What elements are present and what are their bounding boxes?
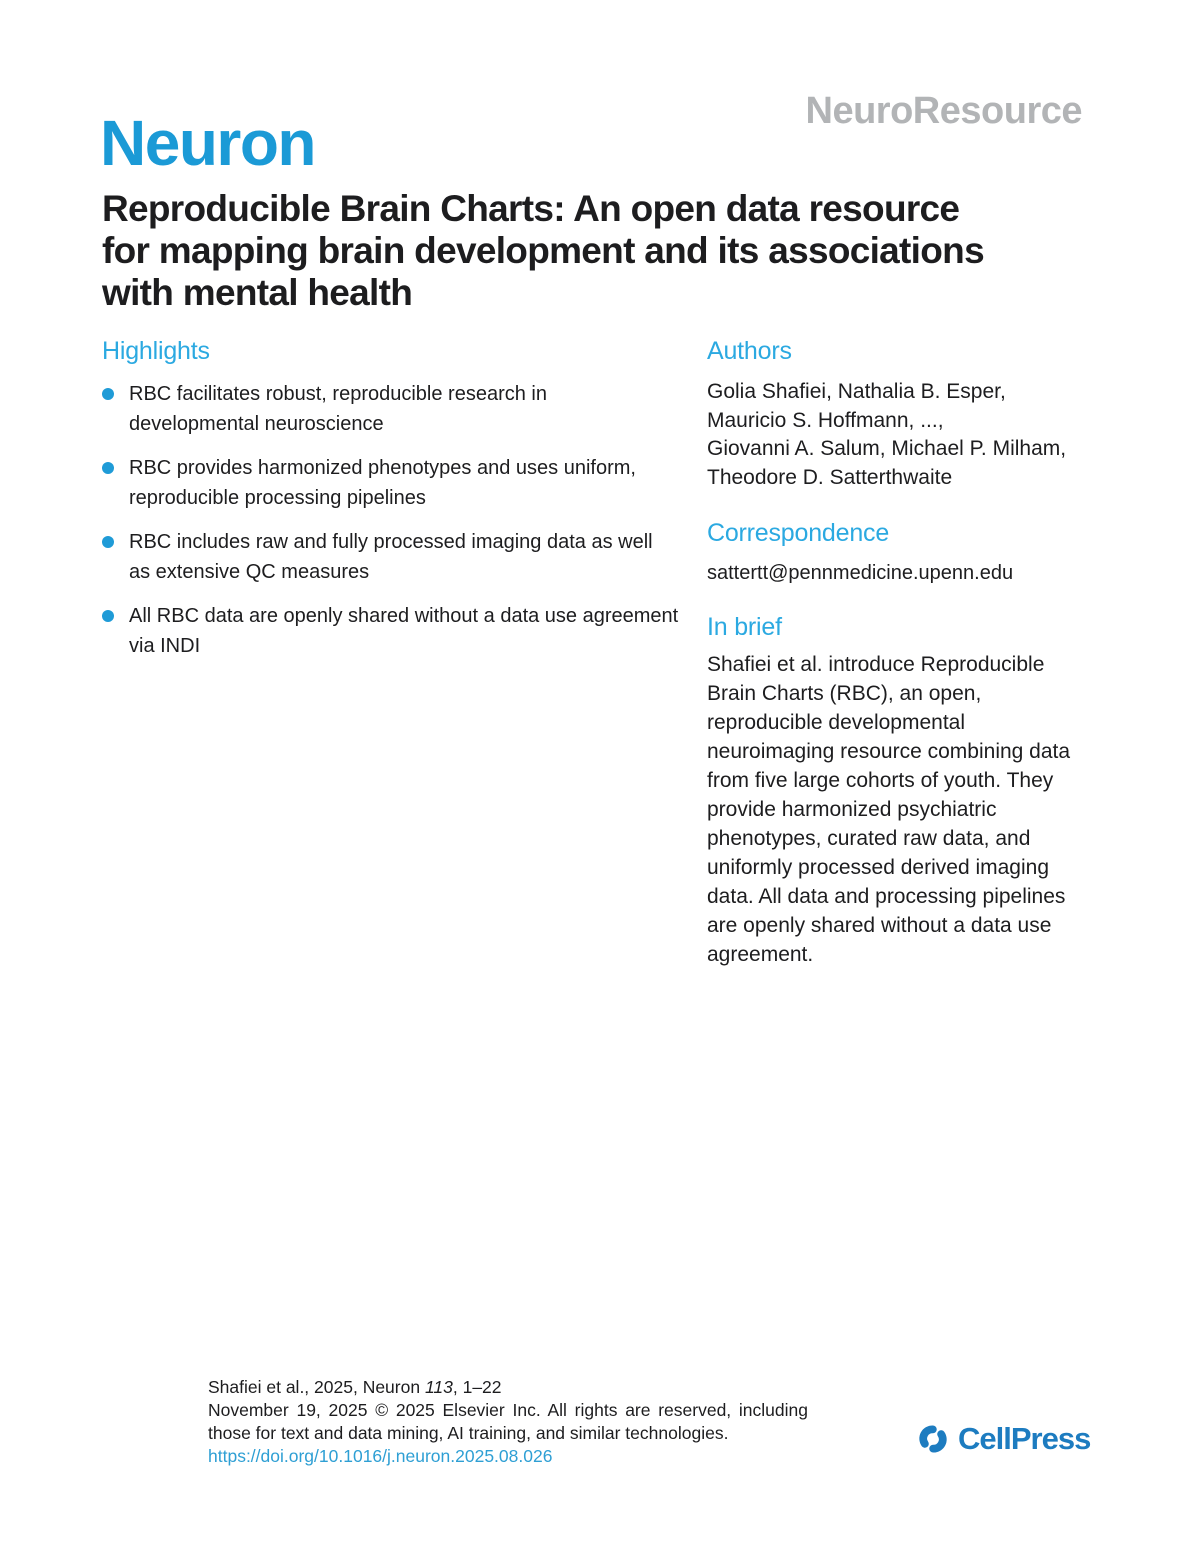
- highlight-text-line: All RBC data are openly shared without a data use agreement: [129, 605, 679, 627]
- citation-block: [208, 1376, 808, 1468]
- citation-pages: , 1–22: [452, 1377, 502, 1397]
- in-brief-text: [707, 650, 1092, 969]
- highlight-text-line: RBC provides harmonized phenotypes and uses uniform,: [129, 457, 636, 479]
- bullet-icon: [102, 536, 114, 548]
- citation-volume: 113: [424, 1377, 453, 1397]
- info-column: [707, 336, 1092, 969]
- correspondence-email: sattertt@pennmedicine.upenn.edu: [707, 562, 1014, 584]
- citation-prefix: Shafiei et al., 2025, Neuron: [208, 1377, 425, 1397]
- highlight-text-line: reproducible processing pipelines: [129, 487, 426, 509]
- article-type-label: NeuroResource: [805, 90, 1082, 132]
- highlight-item: [102, 453, 697, 513]
- cellpress-logo: [916, 1421, 1090, 1457]
- in-brief-line: uniformly processed derived imaging: [707, 856, 1049, 879]
- correspondence-heading: Correspondence: [707, 519, 890, 547]
- author-names: [707, 378, 1092, 492]
- article-title-line: Reproducible Brain Charts: An open data resource: [102, 188, 960, 229]
- in-brief-line: neuroimaging resource combining data: [707, 740, 1071, 763]
- doi-link[interactable]: https://doi.org/10.1016/j.neuron.2025.08.026: [208, 1446, 553, 1466]
- cellpress-wordmark: CellPress: [958, 1421, 1091, 1456]
- bullet-icon: [102, 462, 114, 474]
- in-brief-heading: In brief: [707, 613, 782, 641]
- highlight-item: [102, 601, 697, 661]
- highlight-text: [129, 601, 678, 661]
- author-names-line: Giovanni A. Salum, Michael P. Milham,: [707, 437, 1067, 460]
- highlight-item: [102, 527, 697, 587]
- rights-line-2: those for text and data mining, AI training, and similar technologies.: [208, 1423, 729, 1443]
- article-title: [102, 188, 1102, 314]
- in-brief-line: from five large cohorts of youth. They: [707, 769, 1054, 792]
- in-brief-line: are openly shared without a data use: [707, 914, 1052, 937]
- bullet-icon: [102, 388, 114, 400]
- in-brief-line: data. All data and processing pipelines: [707, 885, 1066, 908]
- cellpress-logo-icon: [916, 1421, 950, 1457]
- neuron-journal-logo: Neuron: [100, 107, 315, 179]
- highlight-text: [129, 379, 547, 439]
- author-names-line: Theodore D. Satterthwaite: [707, 465, 953, 489]
- highlights-section: [102, 336, 697, 675]
- in-brief-line: agreement.: [707, 943, 814, 966]
- highlight-text: [129, 527, 653, 587]
- citation-line: [208, 1376, 808, 1399]
- highlights-heading: Highlights: [102, 337, 210, 365]
- author-names-line: Golia Shafiei, Nathalia B. Esper,: [707, 380, 1006, 403]
- highlight-item: [102, 379, 697, 439]
- rights-line-1: November 19, 2025 © 2025 Elsevier Inc. All rights are reserved, including: [208, 1400, 808, 1420]
- in-brief-line: reproducible developmental: [707, 711, 965, 734]
- bullet-icon: [102, 610, 114, 622]
- highlight-text: [129, 453, 636, 513]
- article-title-line: for mapping brain development and its associations: [102, 230, 984, 271]
- author-names-line: Mauricio S. Hoffmann, ...,: [707, 408, 944, 432]
- highlight-text-line: RBC includes raw and fully processed imaging data as well: [129, 531, 653, 553]
- in-brief-line: provide harmonized psychiatric: [707, 798, 997, 821]
- highlight-text-line: via INDI: [129, 635, 201, 657]
- in-brief-line: phenotypes, curated raw data, and: [707, 827, 1031, 850]
- in-brief-line: Brain Charts (RBC), an open,: [707, 682, 982, 705]
- authors-heading: Authors: [707, 337, 792, 365]
- highlight-text-line: as extensive QC measures: [129, 561, 370, 583]
- article-title-line: with mental health: [102, 272, 413, 313]
- highlight-text-line: developmental neuroscience: [129, 413, 384, 435]
- highlight-text-line: RBC facilitates robust, reproducible research in: [129, 383, 547, 405]
- in-brief-line: Shafiei et al. introduce Reproducible: [707, 653, 1045, 676]
